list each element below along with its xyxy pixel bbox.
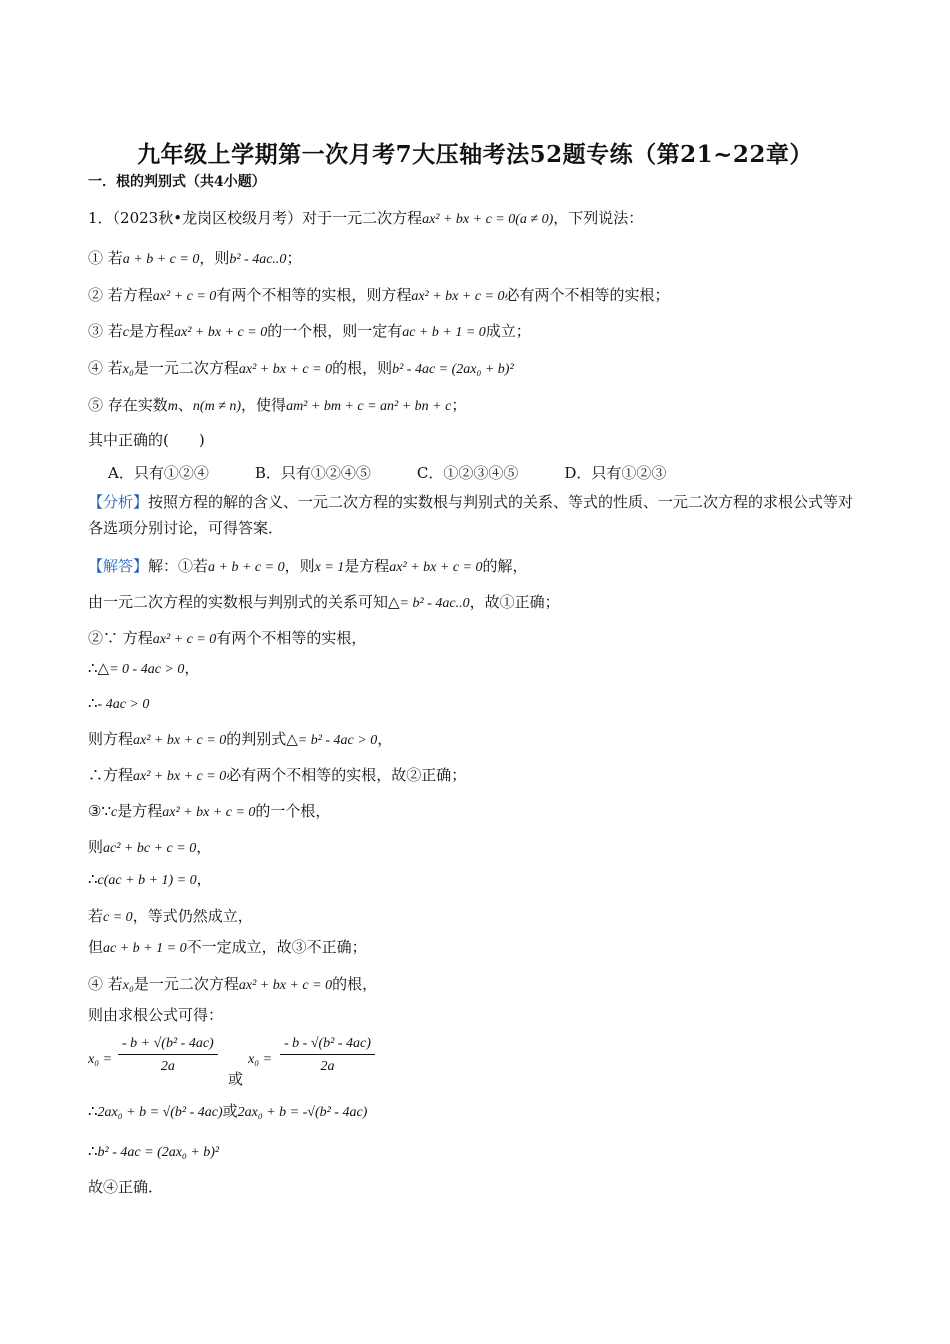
question-stem (88, 208, 643, 230)
text: 1．（2023秋•龙岗区校级月考）对于一元二次方程 (88, 209, 423, 227)
formula-1-fraction (118, 1036, 218, 1075)
statement-3: ③ 若c是方程ax² + bx + c = 0的一个根，则一定有ac + b + 1 = 0成立； (88, 322, 531, 340)
solution-line-16: ∴b² - 4ac = (2ax₀ + b)² (88, 1142, 220, 1160)
solution-line-10: ∴c(ac + b + 1) = 0， (88, 870, 212, 888)
formula-2-denominator: 2a (320, 1059, 335, 1074)
solution-line-13: ④ 若x₀是一元二次方程ax² + bx + c = 0的根， (88, 975, 378, 993)
question-ask: 其中正确的( ) (88, 431, 205, 449)
formula-2-numerator: - b - √(b² - 4ac) (280, 1036, 375, 1055)
analysis-paragraph (88, 489, 868, 541)
math: ax² + bx + c = 0(a ≠ 0) (422, 212, 554, 227)
solution-line-14: 则由求根公式可得： (88, 1006, 224, 1024)
solution-line-3: ②∵ 方程ax² + c = 0有两个不相等的实根， (88, 629, 367, 647)
solution-line-8: ③∵c是方程ax² + bx + c = 0的一个根， (88, 802, 331, 820)
section-heading: 一．根的判别式（共4小题） (88, 174, 266, 190)
solution-line-9: 则ac² + bc + c = 0， (88, 838, 212, 856)
formula-1-lhs: x₀ = (88, 1052, 113, 1067)
option-d[interactable]: D．只有①②③ (564, 464, 667, 482)
option-b[interactable]: B．只有①②④⑤ (254, 464, 371, 482)
formula-1-numerator: - b + √(b² - 4ac) (118, 1036, 218, 1055)
solution-line-17: 故④正确． (88, 1178, 164, 1196)
solution-line-7: ∴方程ax² + bx + c = 0必有两个不相等的实根，故②正确； (88, 766, 467, 784)
answer-options (108, 462, 712, 483)
statement-4: ④ 若x₀是一元二次方程ax² + bx + c = 0的根，则b² - 4ac = (2ax₀ + b)² (88, 359, 514, 377)
solution-line-4: ∴△= 0 - 4ac > 0， (88, 659, 200, 677)
solution-line-15: ∴2ax₀ + b = √(b² - 4ac)或2ax₀ + b = -√(b² - 4ac) (88, 1102, 368, 1120)
solution-line-2: 由一元二次方程的实数根与判别式的关系可知△= b² - 4ac..0，故①正确； (88, 593, 560, 611)
analysis-text: 按照方程的解的含义、一元二次方程的实数根与判别式的关系、等式的性质、一元二次方程的求根公式等对各选项分别讨论，可得答案． (88, 493, 854, 537)
statement-2: ② 若方程ax² + c = 0有两个不相等的实根，则方程ax² + bx + c = 0必有两个不相等的实根； (88, 286, 670, 304)
formula-2-fraction (280, 1036, 375, 1075)
option-c[interactable]: C．①②③④⑤ (416, 464, 519, 482)
solution-line-6: 则方程ax² + bx + c = 0的判别式△= b² - 4ac > 0， (88, 730, 393, 748)
option-a[interactable]: A．只有①②④ (108, 464, 209, 482)
page-title: 九年级上学期第一次月考7大压轴考法52题专练（第21~22章） (137, 141, 813, 168)
statement-1: ① 若a + b + c = 0，则b² - 4ac..0； (88, 249, 302, 267)
solution-line-1: 【解答】解：①若a + b + c = 0，则x = 1是方程ax² + bx + c = 0的解， (88, 557, 528, 575)
solution-line-11: 若c = 0，等式仍然成立， (88, 907, 253, 925)
or-text: 或 (228, 1070, 244, 1088)
formula-1-denominator: 2a (160, 1059, 175, 1074)
statement-5: ⑤ 存在实数m、n(m ≠ n)，使得am² + bm + c = an² + bn + c； (88, 396, 467, 414)
root-formula-row (88, 1036, 488, 1092)
formula-2-lhs: x₀ = (248, 1052, 273, 1067)
solution-line-12: 但ac + b + 1 = 0不一定成立，故③不正确； (88, 938, 367, 956)
solution-tag: 【解答】 (88, 557, 149, 575)
solution-line-5: ∴- 4ac > 0 (88, 694, 150, 712)
text: ，下列说法： (553, 209, 644, 227)
analysis-tag: 【分析】 (88, 493, 149, 511)
